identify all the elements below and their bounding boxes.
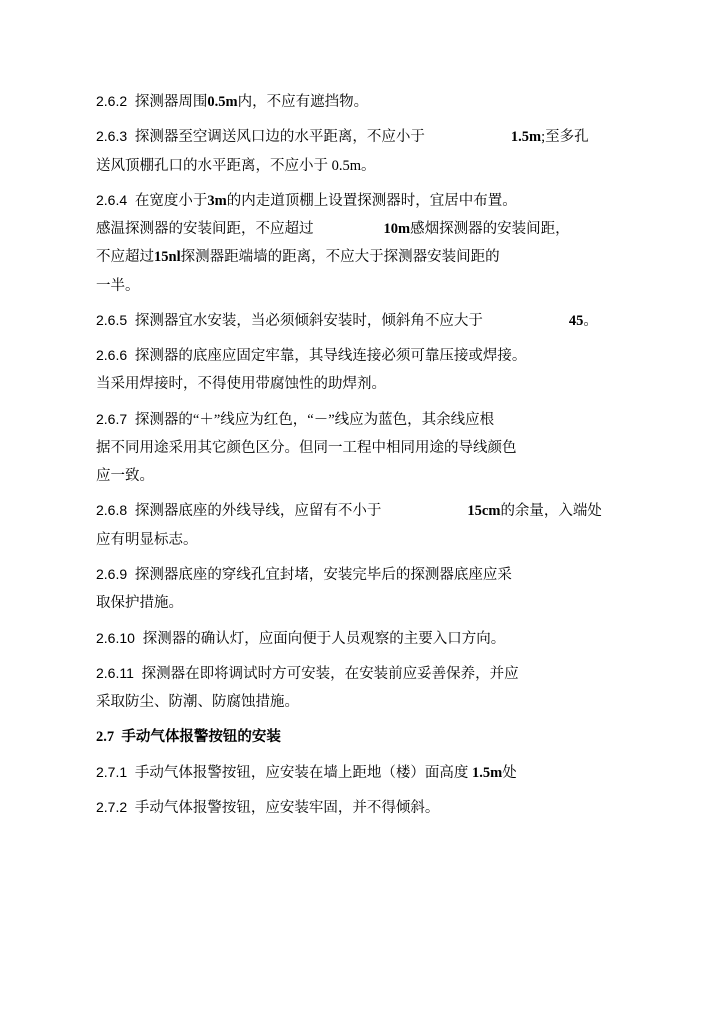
clause-number: 2.6.3	[96, 128, 135, 145]
body-text: 不应超过	[96, 249, 154, 266]
section-heading	[96, 723, 624, 751]
clause-number: 2.6.8	[96, 502, 135, 519]
paragraph-line	[96, 187, 624, 215]
body-text: 处	[502, 764, 517, 781]
document-paragraph	[96, 660, 624, 717]
document-paragraph	[96, 794, 624, 822]
paragraph-line	[96, 759, 624, 787]
document-paragraph	[96, 759, 624, 787]
body-text: 探测器的底座应固定牢靠，其导线连接必须可靠压接或焊接。	[134, 348, 527, 365]
body-text: 采取防尘、防潮、防腐蚀措施。	[96, 694, 299, 711]
body-text: 当采用焊接时，不得使用带腐蚀性的助焊剂。	[96, 376, 386, 393]
body-text: 一半。	[96, 277, 140, 294]
body-text: 探测器至空调送风口边的水平距离，不应小于	[134, 129, 425, 146]
paragraph-line	[96, 561, 624, 589]
clause-number: 2.6.6	[96, 347, 135, 364]
document-paragraph	[96, 342, 624, 399]
body-text: 探测器的确认灯，应面向便于人员观察的主要入口方向。	[142, 630, 506, 647]
body-text: 探测器距端墙的距离，不应大于探测器安装间距的	[180, 249, 500, 266]
paragraph-line	[96, 723, 624, 751]
body-text: 。	[583, 312, 598, 329]
body-text: 在宽度小于	[134, 192, 208, 209]
emphasized-text: 手动气体报警按钮的安装	[121, 729, 281, 746]
paragraph-line	[96, 434, 624, 462]
paragraph-line	[96, 215, 624, 243]
body-text: 的内走道顶棚上设置探测器时，宜居中布置。	[226, 192, 517, 209]
emphasized-text: 10m	[383, 221, 411, 238]
paragraph-line	[96, 88, 624, 116]
body-text: 探测器宜水安装，当必须倾斜安装时，倾斜角不应大于	[134, 312, 483, 329]
clause-number: 2.6.2	[96, 93, 135, 109]
clause-number: 2.6.4	[96, 191, 135, 208]
clause-number: 2.7.2	[96, 798, 135, 815]
document-paragraph	[96, 123, 624, 180]
body-text: 探测器底座的外线导线，应留有不小于	[134, 503, 382, 520]
body-text: 0.5m	[331, 157, 362, 174]
paragraph-line	[96, 307, 624, 335]
paragraph-line	[96, 660, 624, 688]
body-text: 感温探测器的安装间距，不应超过	[96, 221, 314, 238]
body-text: 探测器在即将调试时方可安装，在安装前应妥善保养，并应	[141, 665, 519, 682]
body-text: 送风顶棚孔口的水平距离，不应小于	[96, 157, 332, 174]
body-text: ;至多孔	[541, 129, 589, 146]
paragraph-line	[96, 342, 624, 370]
body-text: 感烟探测器的安装间距，	[410, 221, 570, 238]
paragraph-line	[96, 406, 624, 434]
paragraph-line	[96, 589, 624, 617]
body-text: 手动气体报警按钮，应安装牢固，并不得倾斜。	[134, 799, 440, 816]
paragraph-line	[96, 370, 624, 398]
paragraph-line	[96, 688, 624, 716]
paragraph-line	[96, 272, 624, 300]
paragraph-line	[96, 794, 624, 822]
body-text: 。	[361, 157, 376, 174]
document-paragraph	[96, 406, 624, 491]
body-text: 据不同用途采用其它颜色区分。但同一工程中相同用途的导线颜色	[96, 439, 517, 456]
paragraph-line	[96, 243, 624, 271]
clause-number: 2.6.9	[96, 565, 135, 582]
body-text: 应有明显标志。	[96, 531, 198, 548]
emphasized-text: 0.5m	[207, 94, 238, 110]
emphasized-text: 15cm	[467, 503, 501, 520]
body-text: 探测器的“＋”线应为红色，“－”线应为蓝色，其余线应根	[134, 411, 495, 428]
body-text: 手动气体报警按钮，应安装在墙上距地（楼）面高度	[134, 764, 473, 781]
clause-number: 2.6.7	[96, 410, 135, 427]
emphasized-text: 15nl	[154, 249, 181, 266]
document-body	[96, 88, 624, 822]
body-text: 探测器底座的穿线孔宜封堵，安装完毕后的探测器底座应采	[134, 566, 512, 583]
paragraph-line	[96, 462, 624, 490]
body-text: 取保护措施。	[96, 595, 183, 612]
paragraph-line	[96, 526, 624, 554]
clause-number: 2.6.5	[96, 311, 135, 328]
emphasized-text: 1.5m	[510, 129, 542, 146]
body-text: 应一致。	[96, 468, 154, 485]
clause-number: 2.7	[96, 729, 122, 746]
paragraph-line	[96, 123, 624, 151]
paragraph-line	[96, 497, 624, 525]
body-text: 探测器周围	[134, 94, 208, 110]
document-paragraph	[96, 561, 624, 618]
document-paragraph	[96, 625, 624, 653]
body-text: 内，不应有遮挡物。	[237, 94, 369, 110]
paragraph-line	[96, 625, 624, 653]
emphasized-text: 1.5m	[472, 764, 503, 781]
document-paragraph	[96, 307, 624, 335]
clause-number: 2.6.11	[96, 664, 142, 681]
document-paragraph	[96, 187, 624, 300]
emphasized-text: 45	[568, 312, 584, 329]
clause-number: 2.7.1	[96, 763, 135, 780]
paragraph-line	[96, 152, 624, 180]
body-text: 的余量，入端处	[500, 503, 602, 520]
emphasized-text: 3m	[207, 192, 227, 209]
clause-number: 2.6.10	[96, 629, 143, 646]
document-paragraph	[96, 88, 624, 116]
document-paragraph	[96, 497, 624, 554]
